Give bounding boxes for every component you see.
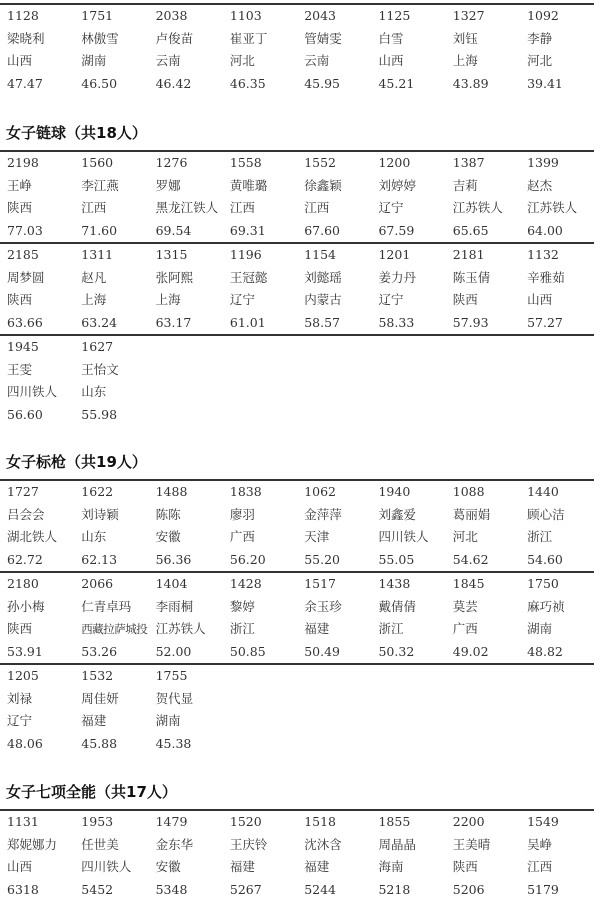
athlete-team: 江西	[223, 197, 297, 220]
row-team	[0, 710, 594, 733]
athlete-id: 1940	[371, 481, 445, 504]
athlete-name: 任世美	[74, 834, 148, 857]
athlete-name: 莫芸	[446, 596, 520, 619]
row-mark	[0, 549, 594, 572]
athlete-name: 周佳妍	[74, 688, 148, 711]
athlete-name: 崔亚丁	[223, 28, 297, 51]
athlete-id: 1399	[520, 152, 594, 175]
athlete-mark: 45.38	[149, 733, 223, 756]
athlete-id: 1196	[223, 244, 297, 267]
athlete-mark: 58.57	[297, 312, 371, 335]
athlete-mark: 64.00	[520, 220, 594, 243]
athlete-name: 林傲雪	[74, 28, 148, 51]
athlete-name: 沈沐含	[297, 834, 371, 857]
row-name	[0, 504, 594, 527]
athlete-mark: 67.59	[371, 220, 445, 243]
athlete-name: 刘钰	[446, 28, 520, 51]
athlete-name: 赵杰	[520, 175, 594, 198]
athlete-name: 葛丽娟	[446, 504, 520, 527]
athlete-team: 辽宁	[371, 289, 445, 312]
athlete-id: 1488	[149, 481, 223, 504]
athlete-team: 湖南	[149, 710, 223, 733]
athlete-mark: 46.42	[149, 73, 223, 96]
event-section	[0, 123, 594, 426]
athlete-name: 刘婷婷	[371, 175, 445, 198]
athlete-mark: 49.02	[446, 641, 520, 664]
athlete-id: 1517	[297, 573, 371, 596]
athlete-name: 仁青卓玛	[74, 596, 148, 619]
athlete-name: 罗娜	[149, 175, 223, 198]
athlete-team: 浙江	[520, 526, 594, 549]
athlete-id: 1838	[223, 481, 297, 504]
athlete-group	[0, 663, 594, 755]
athlete-mark: 45.95	[297, 73, 371, 96]
athlete-mark: 45.21	[371, 73, 445, 96]
athlete-mark: 53.26	[74, 641, 148, 664]
athlete-mark: 5179	[520, 879, 594, 901]
row-id	[0, 336, 594, 359]
athlete-name: 刘懿瑶	[297, 267, 371, 290]
athlete-name: 戴倩倩	[371, 596, 445, 619]
athlete-mark: 5267	[223, 879, 297, 901]
athlete-mark: 46.35	[223, 73, 297, 96]
athlete-id: 1750	[520, 573, 594, 596]
athlete-mark: 47.47	[0, 73, 74, 96]
athlete-id: 1276	[149, 152, 223, 175]
athlete-mark: 69.31	[223, 220, 297, 243]
athlete-team: 江西	[297, 197, 371, 220]
athlete-id: 1387	[446, 152, 520, 175]
athlete-team: 上海	[149, 289, 223, 312]
athlete-team: 陕西	[0, 197, 74, 220]
athlete-mark: 43.89	[446, 73, 520, 96]
athlete-name: 吴峥	[520, 834, 594, 857]
athlete-name: 李雨桐	[149, 596, 223, 619]
athlete-mark: 57.27	[520, 312, 594, 335]
row-mark	[0, 220, 594, 243]
athlete-team: 河北	[446, 526, 520, 549]
athlete-mark: 55.20	[297, 549, 371, 572]
athlete-team: 陕西	[0, 618, 74, 641]
athlete-team: 山西	[371, 50, 445, 73]
athlete-id: 1404	[149, 573, 223, 596]
athlete-name: 陈陈	[149, 504, 223, 527]
athlete-mark: 61.01	[223, 312, 297, 335]
athlete-mark: 50.49	[297, 641, 371, 664]
athlete-team: 内蒙古	[297, 289, 371, 312]
row-name	[0, 267, 594, 290]
athlete-id: 1549	[520, 811, 594, 834]
athlete-team: 陕西	[446, 856, 520, 879]
athlete-team: 陕西	[446, 289, 520, 312]
athlete-group	[0, 150, 594, 242]
athlete-id: 1092	[520, 5, 594, 28]
athlete-team: 江西	[74, 197, 148, 220]
row-id	[0, 152, 594, 175]
athlete-team: 黑龙江铁人	[149, 197, 223, 220]
athlete-mark: 5452	[74, 879, 148, 901]
athlete-mark: 77.03	[0, 220, 74, 243]
athlete-name: 周晶晶	[371, 834, 445, 857]
athlete-name: 辛雅茹	[520, 267, 594, 290]
athlete-team: 福建	[223, 856, 297, 879]
athlete-id: 2043	[297, 5, 371, 28]
athlete-team: 四川铁人	[0, 381, 74, 404]
row-team	[0, 50, 594, 73]
athlete-team: 江西	[520, 856, 594, 879]
athlete-name: 张阿熙	[149, 267, 223, 290]
athlete-id: 1751	[74, 5, 148, 28]
row-team	[0, 289, 594, 312]
athlete-mark: 63.24	[74, 312, 148, 335]
athlete-id: 1088	[446, 481, 520, 504]
athlete-id: 2198	[0, 152, 74, 175]
athlete-team: 四川铁人	[371, 526, 445, 549]
athlete-mark: 5348	[149, 879, 223, 901]
athlete-name: 廖羽	[223, 504, 297, 527]
row-id	[0, 5, 594, 28]
row-mark	[0, 404, 594, 427]
athlete-id: 1953	[74, 811, 148, 834]
athlete-mark: 65.65	[446, 220, 520, 243]
athlete-id: 1428	[223, 573, 297, 596]
athlete-id: 1552	[297, 152, 371, 175]
athlete-id: 1062	[297, 481, 371, 504]
athlete-id: 1855	[371, 811, 445, 834]
athlete-mark: 69.54	[149, 220, 223, 243]
athlete-name: 顾心洁	[520, 504, 594, 527]
athlete-id: 1558	[223, 152, 297, 175]
athlete-team: 山西	[0, 856, 74, 879]
athlete-mark: 55.98	[74, 404, 148, 427]
athlete-team: 山东	[74, 526, 148, 549]
row-id	[0, 811, 594, 834]
athlete-group	[0, 479, 594, 571]
athlete-name: 梁晓利	[0, 28, 74, 51]
athlete-mark: 63.66	[0, 312, 74, 335]
athlete-name: 黎婷	[223, 596, 297, 619]
athlete-team: 湖北铁人	[0, 526, 74, 549]
athlete-id: 1627	[74, 336, 148, 359]
athlete-id: 1205	[0, 665, 74, 688]
athlete-name: 吉莉	[446, 175, 520, 198]
athlete-team: 江苏铁人	[149, 618, 223, 641]
athlete-id: 1103	[223, 5, 297, 28]
athlete-id: 1438	[371, 573, 445, 596]
athlete-name: 徐鑫颖	[297, 175, 371, 198]
row-team	[0, 526, 594, 549]
athlete-team: 山西	[520, 289, 594, 312]
athlete-mark: 58.33	[371, 312, 445, 335]
athlete-id: 1132	[520, 244, 594, 267]
event-section	[0, 452, 594, 755]
athlete-id: 1201	[371, 244, 445, 267]
athlete-name: 白雪	[371, 28, 445, 51]
athlete-mark: 39.41	[520, 73, 594, 96]
athlete-team: 江苏铁人	[520, 197, 594, 220]
athlete-team: 江苏铁人	[446, 197, 520, 220]
athlete-id: 2180	[0, 573, 74, 596]
athlete-id: 1479	[149, 811, 223, 834]
athlete-mark: 56.60	[0, 404, 74, 427]
athlete-name: 王庆铃	[223, 834, 297, 857]
athlete-id: 1755	[149, 665, 223, 688]
athlete-name: 李静	[520, 28, 594, 51]
athlete-team: 陕西	[0, 289, 74, 312]
athlete-mark: 48.82	[520, 641, 594, 664]
row-id	[0, 665, 594, 688]
row-team	[0, 618, 594, 641]
athlete-id: 1520	[223, 811, 297, 834]
athlete-mark: 53.91	[0, 641, 74, 664]
athlete-team: 天津	[297, 526, 371, 549]
athlete-id: 2066	[74, 573, 148, 596]
event-section	[0, 782, 594, 901]
athlete-mark: 62.72	[0, 549, 74, 572]
athlete-name: 黄唯璐	[223, 175, 297, 198]
athlete-id: 1518	[297, 811, 371, 834]
athlete-mark: 46.50	[74, 73, 148, 96]
athlete-name: 金东华	[149, 834, 223, 857]
athlete-id: 2185	[0, 244, 74, 267]
row-mark	[0, 73, 594, 96]
athlete-id: 1560	[74, 152, 148, 175]
athlete-id: 1128	[0, 5, 74, 28]
event-section	[0, 3, 594, 95]
athlete-name: 郑妮娜力	[0, 834, 74, 857]
row-mark	[0, 641, 594, 664]
athlete-team: 河北	[520, 50, 594, 73]
athlete-name: 赵凡	[74, 267, 148, 290]
athlete-id: 1311	[74, 244, 148, 267]
athlete-team: 山西	[0, 50, 74, 73]
athlete-team: 湖南	[520, 618, 594, 641]
athlete-group	[0, 3, 594, 95]
athlete-group	[0, 242, 594, 334]
row-name	[0, 688, 594, 711]
row-name	[0, 596, 594, 619]
athlete-group	[0, 809, 594, 901]
athlete-team: 浙江	[223, 618, 297, 641]
athlete-id: 2200	[446, 811, 520, 834]
athlete-id: 1154	[297, 244, 371, 267]
athlete-name: 王峥	[0, 175, 74, 198]
athlete-mark: 71.60	[74, 220, 148, 243]
event-title: 女子标枪（共19人）	[6, 452, 594, 472]
athlete-name: 刘鑫爱	[371, 504, 445, 527]
athlete-name: 管婧雯	[297, 28, 371, 51]
athlete-name: 王冠懿	[223, 267, 297, 290]
row-id	[0, 244, 594, 267]
athlete-id: 1327	[446, 5, 520, 28]
athlete-mark: 50.85	[223, 641, 297, 664]
athlete-mark: 6318	[0, 879, 74, 901]
athlete-team: 河北	[223, 50, 297, 73]
athlete-mark: 5206	[446, 879, 520, 901]
athlete-team: 海南	[371, 856, 445, 879]
row-name	[0, 28, 594, 51]
athlete-name: 王怡文	[74, 359, 148, 382]
athlete-team: 福建	[74, 710, 148, 733]
athlete-mark: 56.20	[223, 549, 297, 572]
athlete-name: 余玉珍	[297, 596, 371, 619]
athlete-name: 卢俊苗	[149, 28, 223, 51]
athlete-name: 麻巧祯	[520, 596, 594, 619]
athlete-name: 吕会会	[0, 504, 74, 527]
athlete-name: 陈玉倩	[446, 267, 520, 290]
athlete-name: 孙小梅	[0, 596, 74, 619]
athlete-name: 贺代显	[149, 688, 223, 711]
athlete-team: 四川铁人	[74, 856, 148, 879]
row-id	[0, 573, 594, 596]
row-mark	[0, 733, 594, 756]
athlete-id: 2038	[149, 5, 223, 28]
athlete-id: 1315	[149, 244, 223, 267]
athlete-id: 1622	[74, 481, 148, 504]
athlete-mark: 45.88	[74, 733, 148, 756]
athlete-team: 安徽	[149, 856, 223, 879]
athlete-team: 辽宁	[223, 289, 297, 312]
athlete-team: 上海	[74, 289, 148, 312]
athlete-team: 辽宁	[371, 197, 445, 220]
athlete-team: 浙江	[371, 618, 445, 641]
athlete-id: 1131	[0, 811, 74, 834]
event-title: 女子七项全能（共17人）	[6, 782, 594, 802]
athlete-id: 1532	[74, 665, 148, 688]
athlete-name: 周梦圆	[0, 267, 74, 290]
athlete-mark: 50.32	[371, 641, 445, 664]
athlete-team: 福建	[297, 618, 371, 641]
athlete-id: 1727	[0, 481, 74, 504]
athlete-name: 王雯	[0, 359, 74, 382]
athlete-team: 辽宁	[0, 710, 74, 733]
athlete-id: 2181	[446, 244, 520, 267]
athlete-name: 李江燕	[74, 175, 148, 198]
athlete-team: 云南	[297, 50, 371, 73]
athlete-name: 刘禄	[0, 688, 74, 711]
athlete-id: 1945	[0, 336, 74, 359]
athlete-name: 王美晴	[446, 834, 520, 857]
athlete-group	[0, 334, 594, 426]
athlete-mark: 5218	[371, 879, 445, 901]
athlete-group	[0, 571, 594, 663]
row-team	[0, 197, 594, 220]
athlete-mark: 48.06	[0, 733, 74, 756]
athlete-mark: 5244	[297, 879, 371, 901]
athlete-team: 福建	[297, 856, 371, 879]
athlete-team: 山东	[74, 381, 148, 404]
athlete-team: 湖南	[74, 50, 148, 73]
athlete-mark: 67.60	[297, 220, 371, 243]
athlete-mark: 62.13	[74, 549, 148, 572]
row-id	[0, 481, 594, 504]
athlete-team: 广西	[446, 618, 520, 641]
athlete-id: 1845	[446, 573, 520, 596]
athlete-mark: 56.36	[149, 549, 223, 572]
athlete-name: 姜力丹	[371, 267, 445, 290]
athlete-id: 1440	[520, 481, 594, 504]
row-name	[0, 359, 594, 382]
row-team	[0, 381, 594, 404]
athlete-team: 广西	[223, 526, 297, 549]
athlete-mark: 57.93	[446, 312, 520, 335]
athlete-id: 1200	[371, 152, 445, 175]
athlete-mark: 52.00	[149, 641, 223, 664]
athlete-mark: 63.17	[149, 312, 223, 335]
athlete-name: 金萍萍	[297, 504, 371, 527]
athlete-id: 1125	[371, 5, 445, 28]
athlete-team: 西藏拉萨城投	[74, 618, 148, 641]
athlete-mark: 55.05	[371, 549, 445, 572]
row-name	[0, 175, 594, 198]
athlete-team: 云南	[149, 50, 223, 73]
athlete-team: 安徽	[149, 526, 223, 549]
athlete-name: 刘诗颖	[74, 504, 148, 527]
row-name	[0, 834, 594, 857]
row-mark	[0, 312, 594, 335]
athlete-team: 上海	[446, 50, 520, 73]
athlete-mark: 54.60	[520, 549, 594, 572]
athlete-mark: 54.62	[446, 549, 520, 572]
row-team	[0, 856, 594, 879]
event-title: 女子链球（共18人）	[6, 123, 594, 143]
